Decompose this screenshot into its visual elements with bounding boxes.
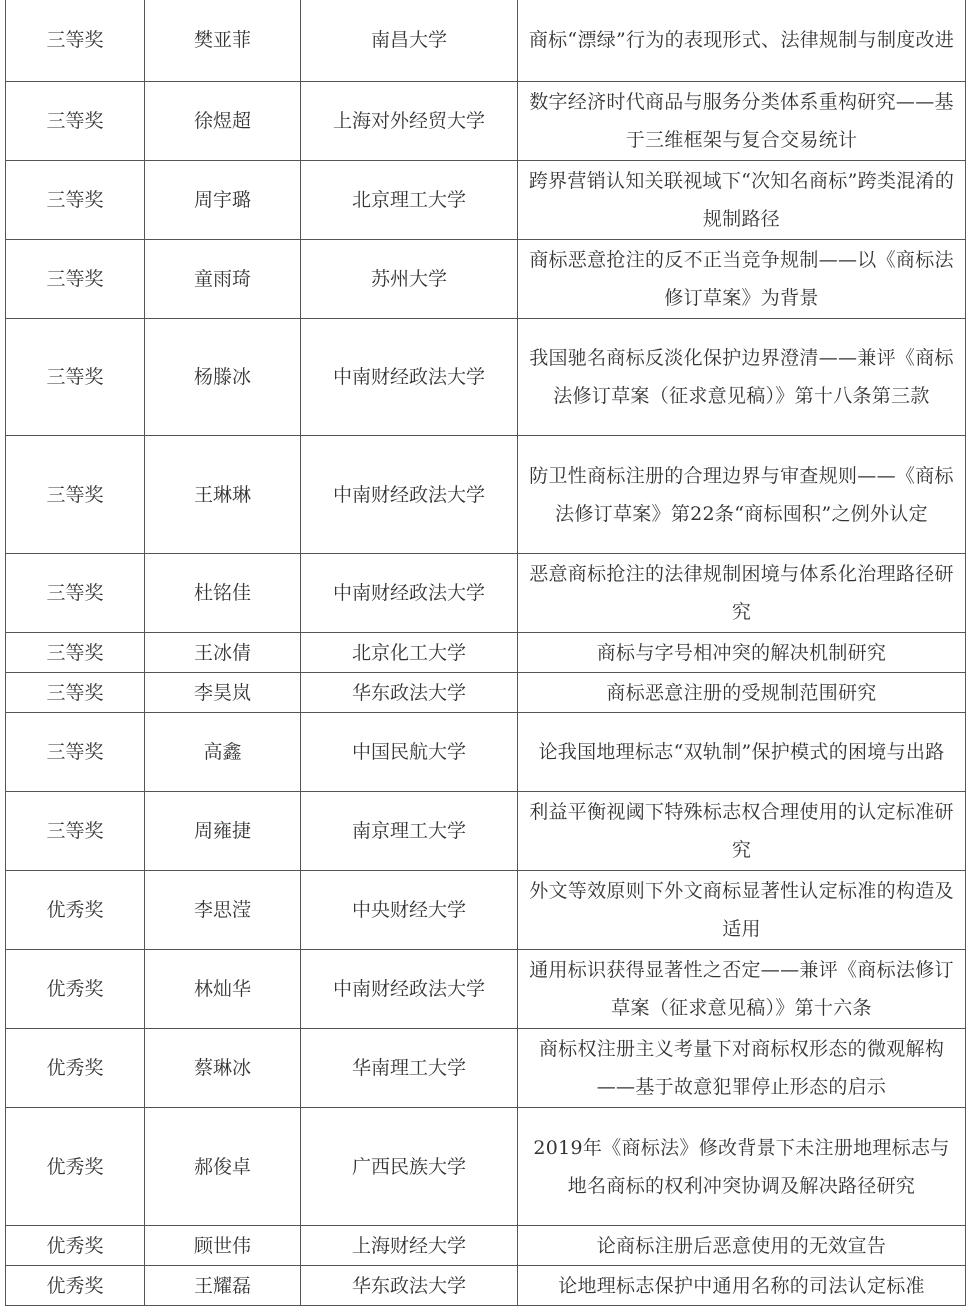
- awards-table: [5, 0, 966, 1306]
- award-level-cell: 三等奖: [6, 319, 145, 436]
- school-cell: 中南财经政法大学: [301, 436, 518, 554]
- paper-title-cell: 论我国地理标志“双轨制”保护模式的困境与出路: [518, 713, 966, 792]
- award-level-cell: 三等奖: [6, 554, 145, 633]
- school-cell: 南京理工大学: [301, 792, 518, 871]
- award-level-cell: 优秀奖: [6, 1108, 145, 1226]
- school-cell: 北京理工大学: [301, 161, 518, 240]
- winner-name-cell: 高鑫: [145, 713, 301, 792]
- school-cell: 中南财经政法大学: [301, 319, 518, 436]
- paper-title-cell: 商标权注册主义考量下对商标权形态的微观解构——基于故意犯罪停止形态的启示: [518, 1029, 966, 1108]
- school-cell: 中南财经政法大学: [301, 554, 518, 633]
- table-row: [6, 1108, 966, 1226]
- winner-name-cell: 蔡琳冰: [145, 1029, 301, 1108]
- paper-title-cell: 外文等效原则下外文商标显著性认定标准的构造及适用: [518, 871, 966, 950]
- winner-name-cell: 李昊岚: [145, 673, 301, 713]
- winner-name-cell: 杨滕冰: [145, 319, 301, 436]
- school-cell: 上海财经大学: [301, 1226, 518, 1266]
- winner-name-cell: 周雍捷: [145, 792, 301, 871]
- award-level-cell: 优秀奖: [6, 871, 145, 950]
- school-cell: 上海对外经贸大学: [301, 82, 518, 161]
- winner-name-cell: 李思滢: [145, 871, 301, 950]
- paper-title-cell: 恶意商标抢注的法律规制困境与体系化治理路径研究: [518, 554, 966, 633]
- awards-table-body: [6, 0, 966, 1306]
- award-level-cell: 三等奖: [6, 673, 145, 713]
- table-row: [6, 713, 966, 792]
- school-cell: 华东政法大学: [301, 673, 518, 713]
- winner-name-cell: 王耀磊: [145, 1266, 301, 1306]
- winner-name-cell: 郝俊卓: [145, 1108, 301, 1226]
- school-cell: 北京化工大学: [301, 633, 518, 673]
- school-cell: 广西民族大学: [301, 1108, 518, 1226]
- award-level-cell: 优秀奖: [6, 1266, 145, 1306]
- table-row: [6, 633, 966, 673]
- winner-name-cell: 杜铭佳: [145, 554, 301, 633]
- table-row: [6, 792, 966, 871]
- paper-title-cell: 通用标识获得显著性之否定——兼评《商标法修订草案（征求意见稿）》第十六条: [518, 950, 966, 1029]
- award-level-cell: 三等奖: [6, 436, 145, 554]
- table-row: [6, 240, 966, 319]
- award-level-cell: 优秀奖: [6, 1226, 145, 1266]
- winner-name-cell: 童雨琦: [145, 240, 301, 319]
- winner-name-cell: 林灿华: [145, 950, 301, 1029]
- paper-title-cell: 防卫性商标注册的合理边界与审查规则——《商标法修订草案》第22条“商标囤积”之例外认定: [518, 436, 966, 554]
- paper-title-cell: 我国驰名商标反淡化保护边界澄清——兼评《商标法修订草案（征求意见稿）》第十八条第三款: [518, 319, 966, 436]
- paper-title-cell: 论商标注册后恶意使用的无效宣告: [518, 1226, 966, 1266]
- table-row: [6, 82, 966, 161]
- paper-title-cell: 商标恶意抢注的反不正当竞争规制——以《商标法修订草案》为背景: [518, 240, 966, 319]
- table-row: [6, 673, 966, 713]
- school-cell: 中央财经大学: [301, 871, 518, 950]
- award-level-cell: 三等奖: [6, 240, 145, 319]
- winner-name-cell: 樊亚菲: [145, 0, 301, 82]
- paper-title-cell: 数字经济时代商品与服务分类体系重构研究——基于三维框架与复合交易统计: [518, 82, 966, 161]
- paper-title-cell: 商标恶意注册的受规制范围研究: [518, 673, 966, 713]
- award-level-cell: 三等奖: [6, 792, 145, 871]
- award-level-cell: 三等奖: [6, 161, 145, 240]
- table-row: [6, 1226, 966, 1266]
- paper-title-cell: 商标与字号相冲突的解决机制研究: [518, 633, 966, 673]
- table-row: [6, 436, 966, 554]
- paper-title-cell: 商标“漂绿”行为的表现形式、法律规制与制度改进: [518, 0, 966, 82]
- table-row: [6, 1266, 966, 1306]
- table-row: [6, 871, 966, 950]
- award-level-cell: 三等奖: [6, 0, 145, 82]
- table-row: [6, 1029, 966, 1108]
- school-cell: 苏州大学: [301, 240, 518, 319]
- table-row: [6, 161, 966, 240]
- winner-name-cell: 王琳琳: [145, 436, 301, 554]
- school-cell: 华东政法大学: [301, 1266, 518, 1306]
- winner-name-cell: 周宇璐: [145, 161, 301, 240]
- table-row: [6, 950, 966, 1029]
- paper-title-cell: 2019年《商标法》修改背景下未注册地理标志与地名商标的权利冲突协调及解决路径研究: [518, 1108, 966, 1226]
- winner-name-cell: 顾世伟: [145, 1226, 301, 1266]
- school-cell: 中国民航大学: [301, 713, 518, 792]
- winner-name-cell: 徐煜超: [145, 82, 301, 161]
- award-level-cell: 三等奖: [6, 633, 145, 673]
- paper-title-cell: 利益平衡视阈下特殊标志权合理使用的认定标准研究: [518, 792, 966, 871]
- school-cell: 中南财经政法大学: [301, 950, 518, 1029]
- table-row: [6, 319, 966, 436]
- table-row: [6, 554, 966, 633]
- award-level-cell: 优秀奖: [6, 950, 145, 1029]
- paper-title-cell: 跨界营销认知关联视域下“次知名商标”跨类混淆的规制路径: [518, 161, 966, 240]
- award-level-cell: 优秀奖: [6, 1029, 145, 1108]
- table-row: [6, 0, 966, 82]
- school-cell: 华南理工大学: [301, 1029, 518, 1108]
- award-level-cell: 三等奖: [6, 82, 145, 161]
- paper-title-cell: 论地理标志保护中通用名称的司法认定标准: [518, 1266, 966, 1306]
- award-level-cell: 三等奖: [6, 713, 145, 792]
- winner-name-cell: 王冰倩: [145, 633, 301, 673]
- school-cell: 南昌大学: [301, 0, 518, 82]
